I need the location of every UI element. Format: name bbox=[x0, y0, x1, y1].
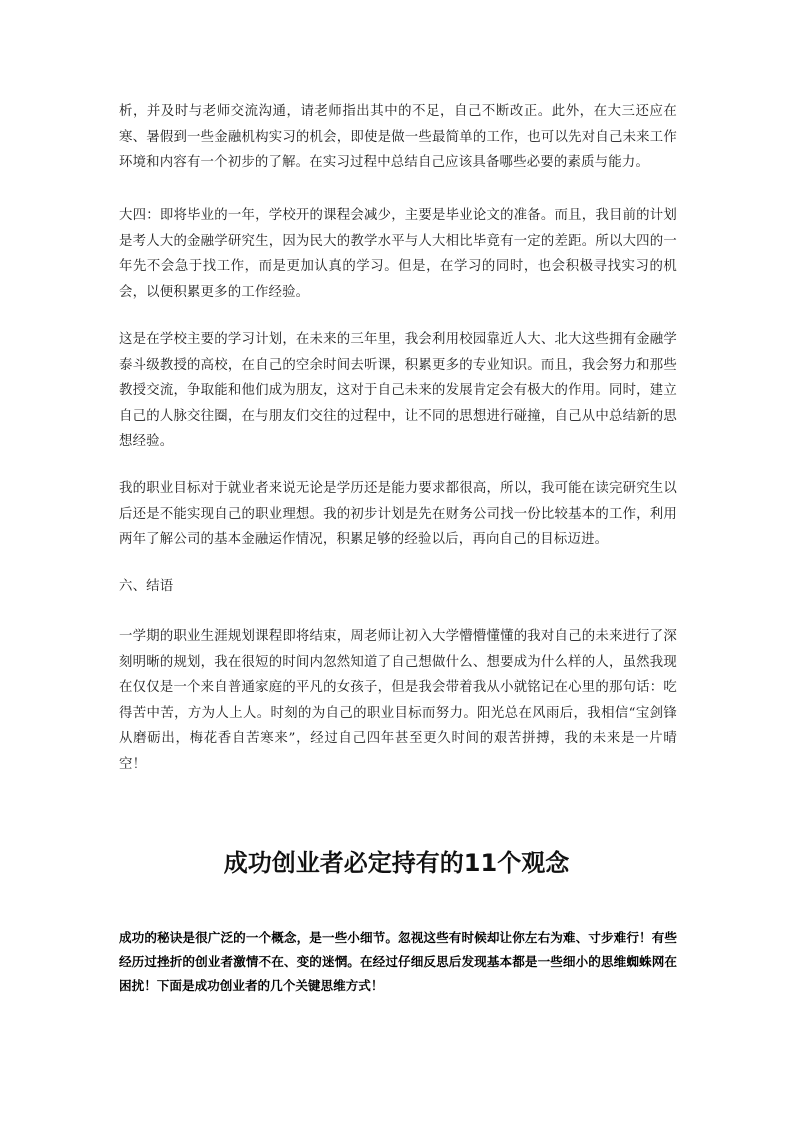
paragraph-senior-year: 大四：即将毕业的一年，学校开的课程会减少，主要是毕业论文的准备。而且，我目前的计划是考人大的金融学研究生，因为民大的教学水平与人大相比毕竟有一定的差距。所以大四的一年先不会急于找工作，而是更加认真的学习。但是，在学习的同时，也会积极寻找实习的机会，以便积累更多的工作经验。 bbox=[119, 208, 677, 300]
paragraph-conclusion: 一学期的职业生涯规划课程即将结束，周老师让初入大学懵懵懂懂的我对自己的未来进行了深刻明晰的规划，我在很短的时间内忽然知道了自己想做什么、想要成为什么样的人，虽然我现在仅仅是一个来自普通家庭的平凡的女孩子，但是我会带着我从小就铭记在心里的那句话：吃得苦中苦，方为人上人。时刻的为自己的职业目标而努力。阳光总在风雨后，我相信“宝剑锋从磨砺出，梅花香自苦寒来”，经过自己四年甚至更久时间的艰苦拼搏，我的未来是一片晴空！ bbox=[119, 629, 677, 772]
article-title: 成功创业者必定持有的11个观念 bbox=[223, 849, 570, 877]
section-heading-conclusion: 六、结语 bbox=[119, 579, 174, 594]
paragraph-study-plan: 这是在学校主要的学习计划，在未来的三年里，我会利用校园靠近人大、北大这些拥有金融学泰斗级教授的高校，在自己的空余时间去听课，积累更多的专业知识。而且，我会努力和那些教授交流，争取能和他们成为朋友，这对于自己未来的发展肯定会有极大的作用。同时，建立自己的人脉交往圈，在与朋友们交往的过程中，让不同的思想进行碰撞，自己从中总结新的思想经验。 bbox=[119, 332, 677, 449]
paragraph-internship: 析，并及时与老师交流沟通，请老师指出其中的不足，自己不断改正。此外，在大三还应在寒、暑假到一些金融机构实习的机会，即使是做一些最简单的工作，也可以先对自己未来工作环境和内容有一个初步的了解。在实习过程中总结自己应该具备哪些必要的素质与能力。 bbox=[119, 104, 677, 170]
article-intro: 成功的秘诀是很广泛的一个概念，是一些小细节。忽视这些有时候却让你左右为难、寸步难行！有些经历过挫折的创业者激情不在、变的迷惘。在经过仔细反思后发现基本都是一些细小的思维蜘蛛网在困扰！下面是成功创业者的几个关键思维方式！ bbox=[119, 930, 677, 993]
paragraph-career-goal: 我的职业目标对于就业者来说无论是学历还是能力要求都很高，所以，我可能在读完研究生以后还是不能实现自己的职业理想。我的初步计划是先在财务公司找一份比较基本的工作，利用两年了解公司的基本金融运作情况，积累足够的经验以后，再向自己的目标迈进。 bbox=[119, 481, 677, 547]
